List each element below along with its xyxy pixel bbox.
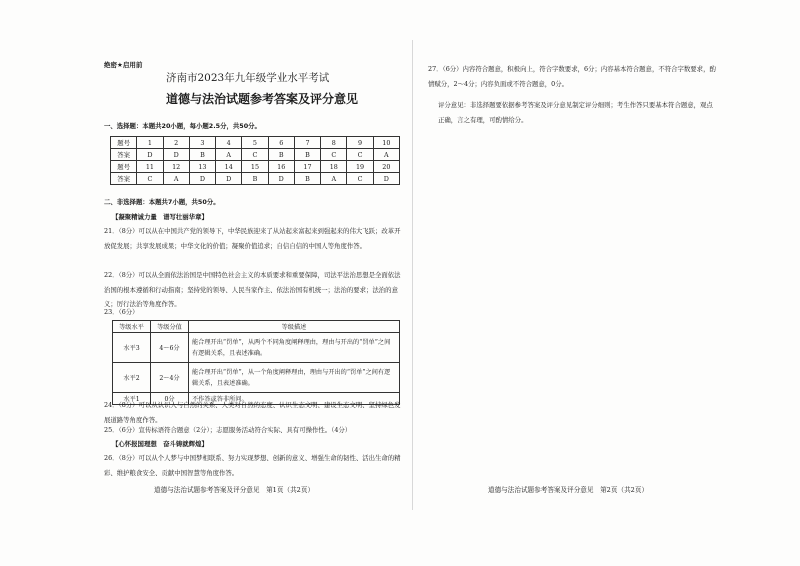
scoring-note: 评分意见：非选择题要依据参考答案及评分意见制定评分细则；考生作答只要基本符合题意，观点正确，言之有理，可酌情给分。 [438, 101, 713, 124]
table-cell: D [163, 149, 189, 161]
table-cell: 4～6分 [151, 333, 189, 363]
table-cell: 11 [137, 161, 163, 173]
theme-heading-2: 【心怀报国理想 奋斗铸就辉煌】 [112, 440, 208, 448]
page-1 [104, 56, 404, 506]
table-cell: C [321, 149, 347, 161]
table-cell: 题号 [111, 137, 137, 149]
table-cell: A [321, 173, 347, 185]
table-cell: A [216, 149, 242, 161]
table-cell: 16 [268, 161, 294, 173]
question-22-answer: 22．（8分）可以从全面依法治国是中国特色社会主义的本质要求和重要保障，司法平法治思想是全面依法治国的根本遵循和行动指南；坚持党的领导、人民当家作主、依法治国有机统一；法治的要求；法治的意义；厉行法治等角度作答。 [104, 271, 401, 308]
question-23-label: 23．（6分） [104, 308, 139, 316]
page-2 [424, 56, 724, 506]
table-row [111, 173, 400, 185]
table-row [113, 333, 400, 363]
table-cell: 5 [242, 137, 268, 149]
table-cell: D [373, 173, 399, 185]
document-title: 道德与法治试题参考答案及评分意见 [166, 92, 359, 106]
table-cell: 19 [347, 161, 373, 173]
table-cell: 水平3 [113, 333, 151, 363]
table-cell: 8 [321, 137, 347, 149]
table-cell: B [242, 173, 268, 185]
table-cell: 4 [216, 137, 242, 149]
table-cell: 6 [268, 137, 294, 149]
table-cell: C [137, 173, 163, 185]
table-cell: 15 [242, 161, 268, 173]
table-cell: B [189, 149, 215, 161]
section-1-heading: 一、选择题：本题共20小题，每小题2.5分，共50分。 [104, 122, 261, 130]
table-cell: 10 [373, 137, 399, 149]
table-row [113, 321, 400, 333]
page-divider [412, 40, 413, 510]
table-cell: 水平2 [113, 363, 151, 393]
table-cell: D [268, 173, 294, 185]
page-1-footer: 道德与法治试题参考答案及评分意见 第1页（共2页） [154, 486, 315, 494]
table-cell: B [294, 149, 320, 161]
question-21-answer: 21．（8分）可以从在中国共产党的领导下，中华民族迎来了从站起来富起来到强起来的伟大飞跃；改革开放促发展；共享发展成果；中华文化的价值；凝聚价值追求；自信自信的中国人等角度作答。 [104, 227, 401, 250]
table-header: 等级水平 [113, 321, 151, 333]
table-cell: C [347, 149, 373, 161]
table-cell: 7 [294, 137, 320, 149]
answer-table [110, 136, 400, 185]
question-25-answer: 25．（6分）宣传标语符合题意（2分）；志愿服务活动符合实际、具有可操作性。（4分） [104, 426, 352, 434]
table-row [113, 363, 400, 393]
table-cell: 能合理开出“罚单”，从两个不同角度阐释理由，理由与开出的“罚单”之间有逻辑关系，且表述准确。 [189, 333, 400, 363]
table-cell: 20 [373, 161, 399, 173]
page-2-footer: 道德与法治试题参考答案及评分意见 第2页（共2页） [488, 486, 649, 494]
table-cell: 14 [216, 161, 242, 173]
exam-title: 济南市2023年九年级学业水平考试 [166, 72, 330, 84]
table-cell: D [216, 173, 242, 185]
table-row [111, 137, 400, 149]
table-cell: 题号 [111, 161, 137, 173]
confidential-label: 绝密★启用前 [104, 61, 143, 69]
table-cell: 3 [189, 137, 215, 149]
table-cell: D [137, 149, 163, 161]
table-cell: 0分 [151, 393, 189, 405]
table-row [111, 149, 400, 161]
table-cell: 答案 [111, 173, 137, 185]
theme-heading-1: 【凝聚精诚力量 谱写壮丽华章】 [112, 213, 208, 221]
table-cell: C [242, 149, 268, 161]
table-cell: 2 [163, 137, 189, 149]
table-cell: 1 [137, 137, 163, 149]
table-cell: 18 [321, 161, 347, 173]
table-cell: 13 [189, 161, 215, 173]
question-24-answer: 24．（8分）可以从认识人与自然的关系、人类对自然的态度、认识生态文明、建设生态文明、坚持绿色发展道路等角度作答。 [104, 401, 401, 424]
table-cell: 不作答或答非所问。 [189, 393, 400, 405]
table-cell: 水平1 [113, 393, 151, 405]
table-cell: A [163, 173, 189, 185]
question-26-answer: 26．（8分）可以从个人梦与中国梦相联系、努力实现梦想、创新的意义、增强生命的韧性、活出生命的精彩、维护粮食安全、贡献中国智慧等角度作答。 [104, 454, 401, 477]
table-cell: B [268, 149, 294, 161]
section-2-heading: 二、非选择题：本题共7小题，共50分。 [104, 198, 220, 206]
table-row [111, 161, 400, 173]
table-cell: B [294, 173, 320, 185]
table-header: 等级分值 [151, 321, 189, 333]
table-cell: 17 [294, 161, 320, 173]
table-cell: 能合理开出“罚单”，从一个角度阐释理由，理由与开出的“罚单”之间有逻辑关系，且表述准确。 [189, 363, 400, 393]
question-27-answer: 27．（6分）内容符合题意，积极向上，符合字数要求，6分；内容基本符合题意，不符合字数要求，酌情赋分，2～4分；内容负面或不符合题意，0分。 [428, 65, 716, 88]
table-cell: 答案 [111, 149, 137, 161]
table-cell: D [189, 173, 215, 185]
table-cell: 9 [347, 137, 373, 149]
table-cell: 2～4分 [151, 363, 189, 393]
table-cell: 12 [163, 161, 189, 173]
table-cell: A [373, 149, 399, 161]
table-cell: C [347, 173, 373, 185]
table-header: 等级描述 [189, 321, 400, 333]
level-rubric-table [112, 320, 400, 405]
